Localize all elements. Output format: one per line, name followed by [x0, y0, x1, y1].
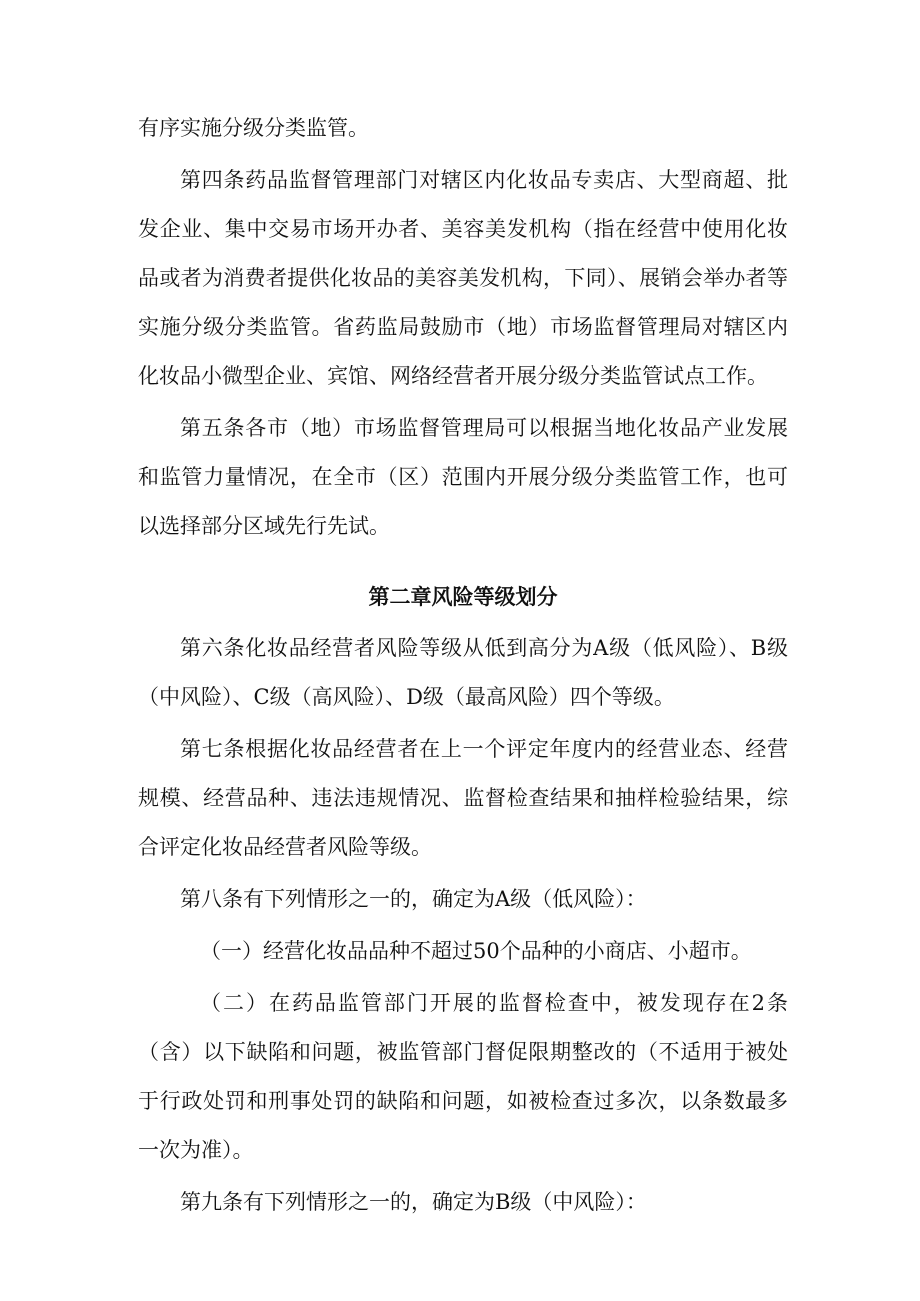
chapter-heading: 第二章风险等级划分 [368, 584, 558, 609]
article-8-item-1: （一）经营化妆品品种不超过50个品种的小商店、小超市。 [200, 939, 752, 963]
article-8-item-2: （二）在药品监管部门开展的监督检查中，被发现存在2条（含）以下缺陷和问题，被监管部门督促限期整改的（不适用于被处于行政处罚和刑事处罚的缺陷和问题，如被检查过多次，以条数最多一次为准）。 [138, 991, 788, 1162]
article-8: 第八条有下列情形之一的，确定为A级（低风险）： [180, 887, 647, 911]
article-7: 第七条根据化妆品经营者在上一个评定年度内的经营业态、经营规模、经营品种、违法违规情况、监督检查结果和抽样检验结果，综合评定化妆品经营者风险等级。 [138, 737, 788, 859]
paragraph-continuation: 有序实施分级分类监管。 [138, 116, 369, 140]
article-5: 第五条各市（地）市场监督管理局可以根据当地化妆品产业发展和监管力量情况，在全市（区）范围内开展分级分类监管工作，也可以选择部分区域先行先试。 [138, 416, 788, 538]
document-page [138, 104, 788, 1227]
article-9: 第九条有下列情形之一的，确定为B级（中风险）： [180, 1190, 647, 1214]
article-4: 第四条药品监督管理部门对辖区内化妆品专卖店、大型商超、批发企业、集中交易市场开办者、美容美发机构（指在经营中使用化妆品或者为消费者提供化妆品的美容美发机构，下同）、展销会举办者等实施分级分类监管。省药监局鼓励市（地）市场监督管理局对辖区内化妆品小微型企业、宾馆、网络经营者开展分级分类监管试点工作。 [138, 168, 788, 388]
article-6: 第六条化妆品经营者风险等级从低到高分为A级（低风险）、B级（中风险）、C级（高风险）、D级（最高风险）四个等级。 [138, 636, 788, 709]
